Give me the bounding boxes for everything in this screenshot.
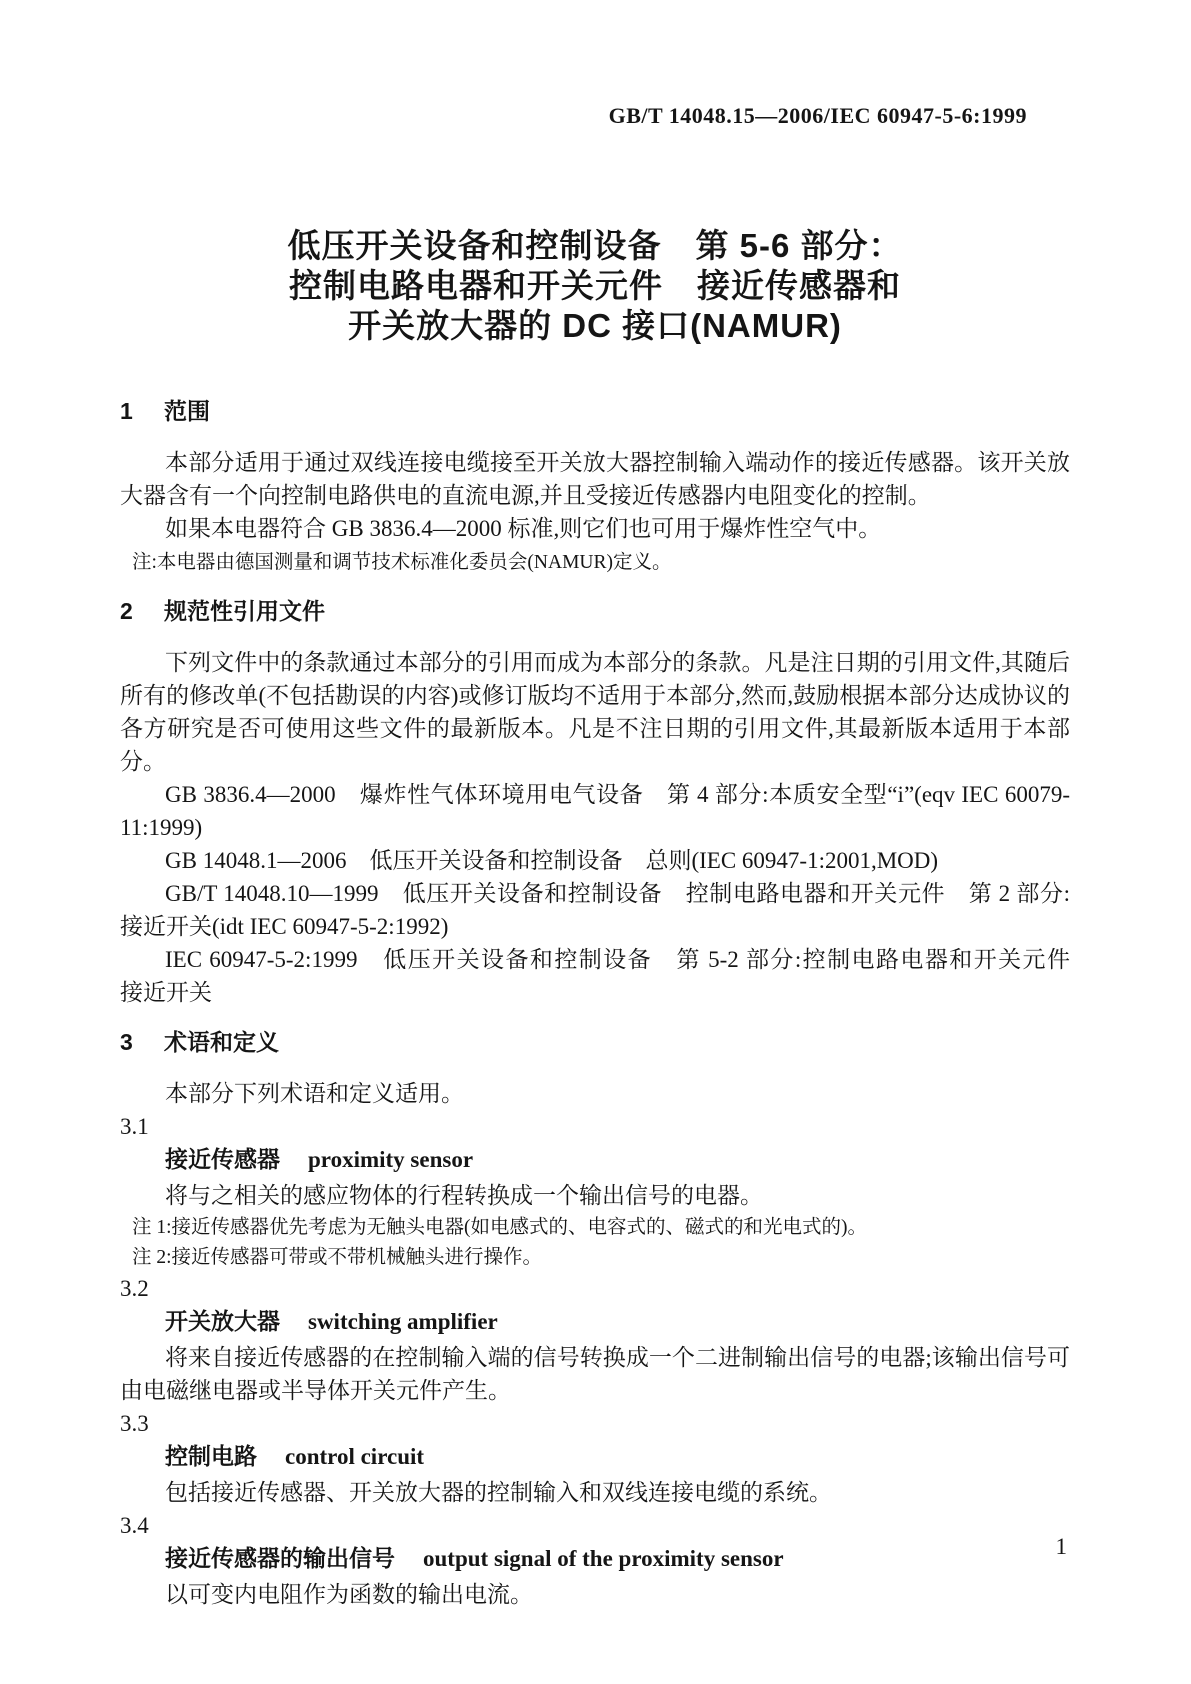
term-heading-proximity-sensor xyxy=(120,1143,1070,1179)
term-note-2: 注 2:接近传感器可带或不带机械触头进行操作。 xyxy=(132,1247,543,1268)
term-zh-label: 控制电路 xyxy=(165,1443,257,1469)
page-content xyxy=(0,104,1191,1611)
clause-number-3-4: 3.4 xyxy=(120,1513,149,1538)
reference-item: GB 14048.1—2006 低压开关设备和控制设备 总则(IEC 60947-1:2001,MOD) xyxy=(165,848,939,873)
term-zh-label: 接近传感器的输出信号 xyxy=(165,1545,395,1571)
term-definition: 包括接近传感器、开关放大器的控制输入和双线连接电缆的系统。 xyxy=(165,1480,832,1505)
clause-number-3-2: 3.2 xyxy=(120,1276,149,1301)
term-en-label: proximity sensor xyxy=(308,1147,474,1172)
clause-number-3-3: 3.3 xyxy=(120,1411,149,1436)
reference-item: IEC 60947-5-2:1999 低压开关设备和控制设备 第 5-2 部分:控制电路电器和开关元件 接近开关 xyxy=(120,947,1093,1005)
section-1-heading xyxy=(120,396,1070,426)
scope-note: 注:本电器由德国测量和调节技术标准化委员会(NAMUR)定义。 xyxy=(132,552,672,573)
term-definition: 将来自接近传感器的在控制输入端的信号转换成一个二进制输出信号的电器;该输出信号可由电磁继电器或半导体开关元件产生。 xyxy=(120,1345,1070,1403)
term-en-label: switching amplifier xyxy=(308,1309,498,1334)
section-1-number: 1 xyxy=(120,398,133,424)
section-2-heading xyxy=(120,596,1070,626)
term-en-label: control circuit xyxy=(285,1444,425,1469)
reference-item: GB 3836.4—2000 爆炸性气体环境用电气设备 第 4 部分:本质安全型“i”(eqv IEC 60079-11:1999) xyxy=(120,782,1070,840)
term-zh-label: 开关放大器 xyxy=(165,1308,280,1334)
terms-intro: 本部分下列术语和定义适用。 xyxy=(165,1081,464,1106)
section-3-number: 3 xyxy=(120,1029,133,1055)
term-zh-label: 接近传感器 xyxy=(165,1146,280,1172)
scope-paragraph-1: 本部分适用于通过双线连接电缆接至开关放大器控制输入端动作的接近传感器。该开关放大器含有一个向控制电路供电的直流电源,并且受接近传感器内电阻变化的控制。 xyxy=(120,450,1070,508)
reference-item: GB/T 14048.10—1999 低压开关设备和控制设备 控制电路电器和开关元件 第 2 部分:接近开关(idt IEC 60947-5-2:1992) xyxy=(120,881,1070,939)
section-1-title: 范围 xyxy=(164,398,210,424)
normative-references-paragraph: 下列文件中的条款通过本部分的引用而成为本部分的条款。凡是注日期的引用文件,其随后所有的修改单(不包括勘误的内容)或修订版均不适用于本部分,然而,鼓励根据本部分达成协议的各方研究是否可使用这些文件的最新版本。凡是不注日期的引用文件,其最新版本适用于本部分。 xyxy=(120,650,1070,774)
term-note-1: 注 1:接近传感器优先考虑为无触头电器(如电感式的、电容式的、磁式的和光电式的)。 xyxy=(132,1217,868,1238)
section-3-heading xyxy=(120,1027,1070,1057)
clause-number-3-1: 3.1 xyxy=(120,1114,149,1139)
term-definition: 将与之相关的感应物体的行程转换成一个输出信号的电器。 xyxy=(165,1183,763,1208)
document-title xyxy=(120,226,1070,346)
page-number: 1 xyxy=(1055,1534,1067,1559)
term-definition: 以可变内电阻作为函数的输出电流。 xyxy=(165,1582,533,1607)
document-title-line-2: 控制电路电器和开关元件 接近传感器和 xyxy=(289,267,901,304)
section-2-number: 2 xyxy=(120,598,133,624)
term-heading-output-signal xyxy=(120,1542,1070,1578)
document-title-line-3: 开关放大器的 DC 接口(NAMUR) xyxy=(348,307,842,344)
section-3-title: 术语和定义 xyxy=(164,1029,279,1055)
standard-number-header: GB/T 14048.15—2006/IEC 60947-5-6:1999 xyxy=(608,103,1027,128)
term-heading-switching-amplifier xyxy=(120,1305,1070,1341)
term-heading-control-circuit xyxy=(120,1440,1070,1476)
scope-paragraph-2: 如果本电器符合 GB 3836.4—2000 标准,则它们也可用于爆炸性空气中。 xyxy=(165,516,882,541)
section-2-title: 规范性引用文件 xyxy=(164,598,325,624)
term-en-label: output signal of the proximity sensor xyxy=(423,1546,784,1571)
document-title-line-1: 低压开关设备和控制设备 第 5-6 部分： xyxy=(287,227,903,264)
